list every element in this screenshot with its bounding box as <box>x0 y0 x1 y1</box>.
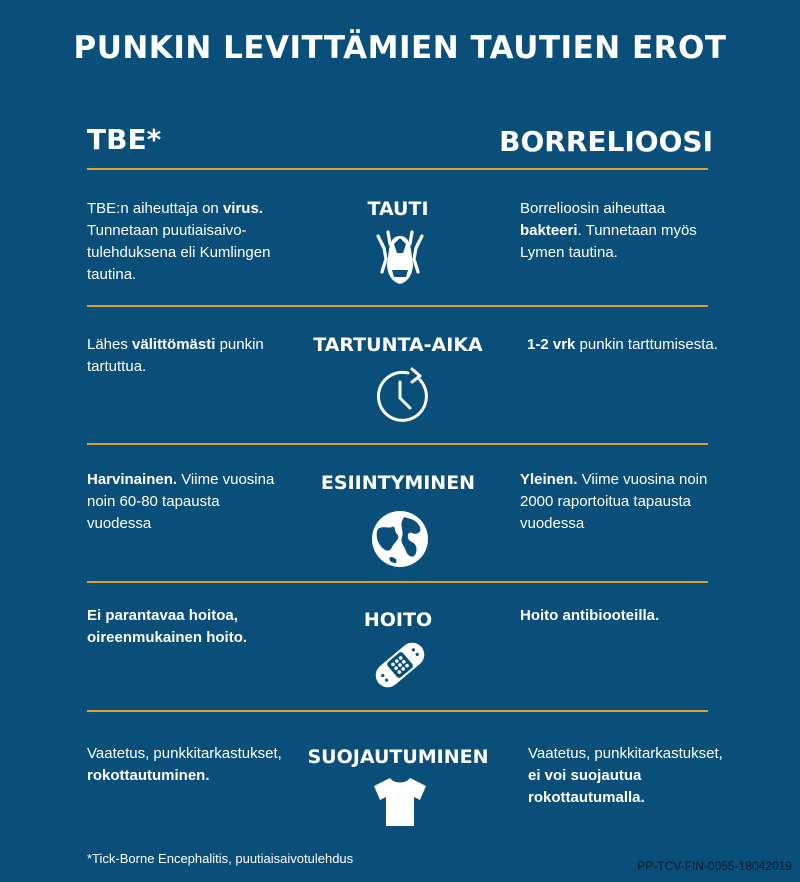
tauti-tbe-text: TBE:n aiheuttaja on virus. Tunnetaan puutiaisaivo-tulehduksena eli Kumlingen tautina. <box>87 200 271 283</box>
esiintyminen-borrelioosi-text: Yleinen. Viime vuosina noin 2000 raportoitua tapausta vuodessa <box>520 471 708 532</box>
clock-icon <box>368 364 432 428</box>
tauti-borrelioosi-text: Borrelioosin aiheuttaa bakteeri. Tunnetaan myös Lymen tautina. <box>520 200 697 261</box>
tbe-heading: TBE* <box>87 123 162 156</box>
divider <box>87 168 708 170</box>
borrelioosi-heading: BORRELIOOSI <box>499 125 713 158</box>
divider <box>87 710 708 712</box>
section-heading-tartunta-aika: TARTUNTA-AIKA <box>313 334 483 356</box>
divider <box>87 443 708 445</box>
section-heading-tauti: TAUTI <box>367 198 429 220</box>
divider <box>87 305 708 307</box>
section-heading-suojautuminen: SUOJAUTUMINEN <box>307 746 489 768</box>
page-title: PUNKIN LEVITTÄMIEN TAUTIEN EROT <box>73 30 727 66</box>
globe-icon <box>368 507 432 571</box>
document-code: PP-TCV-FIN-0055-18042019 <box>637 859 792 873</box>
footnote: *Tick-Borne Encephalitis, puutiaisaivotulehdus <box>87 851 354 866</box>
divider <box>87 581 708 583</box>
suojautuminen-tbe-text: Vaatetus, punkkitarkastukset, rokottautuminen. <box>87 745 282 784</box>
tartunta-tbe-text: Lähes välittömästi punkin tartuttua. <box>87 336 264 375</box>
hoito-borrelioosi-text: Hoito antibiooteilla. <box>520 607 660 624</box>
tartunta-borrelioosi-text: 1-2 vrk punkin tarttumisesta. <box>527 336 718 353</box>
suojautuminen-borrelioosi-text: Vaatetus, punkkitarkastukset, ei voi suojautua rokottautumalla. <box>528 745 723 806</box>
bandage-icon <box>368 633 432 697</box>
section-heading-esiintyminen: ESIINTYMINEN <box>320 472 476 494</box>
tshirt-icon <box>368 770 432 834</box>
hoito-tbe-text: Ei parantavaa hoitoa, oireenmukainen hoito. <box>87 607 248 646</box>
esiintyminen-tbe-text: Harvinainen. Viime vuosina noin 60-80 tapausta vuodessa <box>87 471 275 532</box>
section-heading-hoito: HOITO <box>363 609 433 631</box>
tick-icon <box>368 226 432 290</box>
